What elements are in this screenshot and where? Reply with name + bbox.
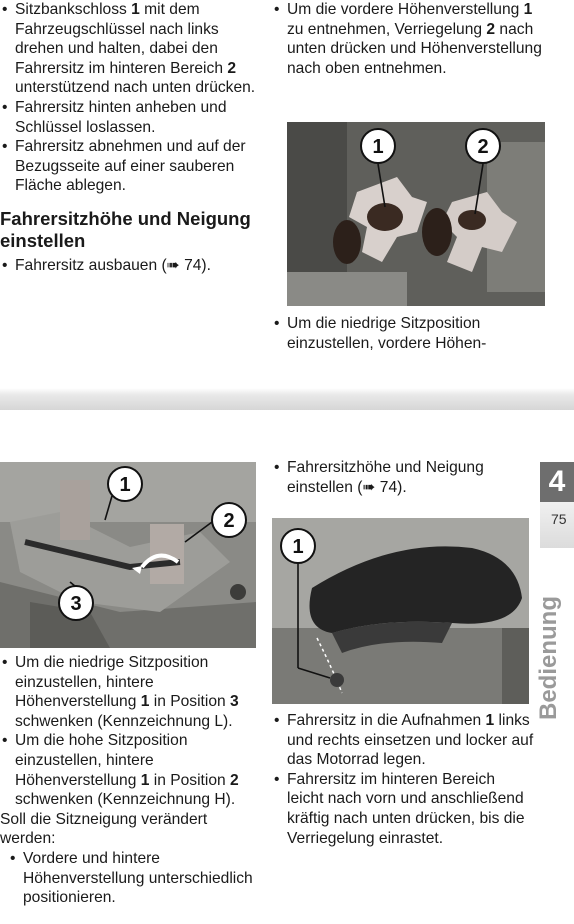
list-item: • Um die hohe Sitzposition einzustellen, hintere Höhenverstellung 1 in Position 2 schwenken (Kennzeichnung H). bbox=[0, 731, 258, 809]
list-item: • Fahrersitz abnehmen und auf der Bezugsseite auf einer sauberen Fläche ablegen. bbox=[0, 137, 262, 196]
list-item: • Fahrersitz in die Aufnahmen 1 links und rechts einsetzen und locker auf das Motorrad legen. bbox=[272, 711, 534, 770]
callout-2: 2 bbox=[477, 136, 489, 158]
callout-2: 2 bbox=[223, 510, 235, 532]
top-right-column bbox=[272, 0, 542, 78]
page-number: 75 bbox=[551, 511, 567, 527]
chapter-number: 4 bbox=[540, 462, 574, 502]
list-item: • Um die niedrige Sitzposition einzustellen, hintere Höhenverstellung 1 in Position 3 schwenken (Kennzeichnung L). bbox=[0, 653, 258, 731]
list-item: • Um die niedrige Sitzposition einzustellen, vordere Höhen- bbox=[272, 314, 542, 353]
page-separator bbox=[0, 388, 574, 410]
reference-item: • Fahrersitzhöhe und Neigung einstellen (➠ 74). bbox=[272, 458, 534, 497]
seat-photo bbox=[272, 518, 529, 704]
top-left-bullets bbox=[0, 0, 262, 196]
callout-1: 1 bbox=[372, 136, 384, 158]
list-item: • Sitzbankschloss 1 mit dem Fahrzeugschlüssel nach links drehen und halten, dabei den Fahrersitz im hinteren Bereich 2 unterstützend nach unten drücken. bbox=[0, 0, 262, 98]
reference-item: • Fahrersitz ausbauen (➠ 74). bbox=[0, 256, 262, 276]
rear-height-adjuster-photo bbox=[0, 462, 256, 648]
callout-1: 1 bbox=[119, 474, 131, 496]
height-adjuster-illustration bbox=[287, 122, 545, 306]
section-heading: Fahrersitzhöhe und Neigung einstellen bbox=[0, 207, 251, 251]
list-item: • Fahrersitz hinten anheben und Schlüssel loslassen. bbox=[0, 98, 262, 137]
bottom-left-column bbox=[0, 653, 258, 908]
list-item: • Vordere und hintere Höhenverstellung unterschiedlich positionieren. bbox=[8, 849, 258, 908]
height-adjuster-photo bbox=[287, 122, 545, 306]
section-label: Bedienung bbox=[535, 596, 562, 720]
rear-height-adjuster-illustration bbox=[0, 462, 256, 648]
callout-1: 1 bbox=[292, 536, 304, 558]
callout-3: 3 bbox=[70, 593, 82, 615]
seat-illustration bbox=[272, 518, 529, 704]
top-left-column bbox=[0, 0, 262, 276]
bottom-right-column bbox=[272, 458, 534, 497]
paragraph: Soll die Sitzneigung verändert werden: bbox=[0, 810, 208, 848]
list-item: • Um die vordere Höhenverstellung 1 zu entnehmen, Verriegelung 2 nach unten drücken und Höhenverstellung nach oben entnehmen. bbox=[272, 0, 542, 78]
top-right-column-lower bbox=[272, 314, 542, 353]
list-item: • Fahrersitz im hinteren Bereich leicht nach vorn und anschließend kräftig nach unten drücken, bis die Verriegelung einrastet. bbox=[272, 770, 534, 848]
bottom-right-column-lower bbox=[272, 711, 534, 848]
